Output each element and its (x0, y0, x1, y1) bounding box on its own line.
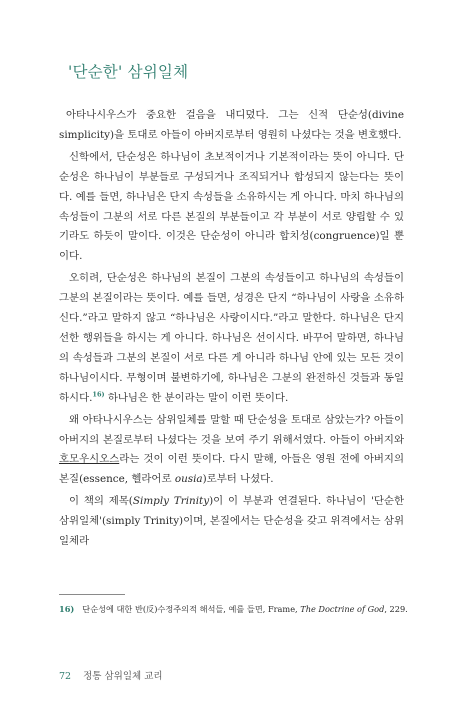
text-run: )로부터 나셨다. (202, 473, 274, 486)
footnote-number: 16) (59, 604, 75, 614)
text-run: 왜 아타나시우스는 삼위일체를 말할 때 단순성을 토대로 삼았는가? 아들이 아버지의 본질로부터 나셨다는 것을 보여 주기 위해서였다. 아들이 아버지와 (59, 413, 404, 446)
underlined-term: 호모우시오스 (59, 453, 120, 466)
italic-term: ousia (174, 473, 203, 486)
footnote-text: 단순성에 대한 반(反)수정주의적 해석들, 예를 들면, Frame, (82, 604, 301, 614)
paragraph (59, 269, 404, 408)
body-text (59, 106, 404, 552)
text-run: 오히려, 단순성은 하나님의 본질이 그분의 속성들이고 하나님의 속성들이 그분의 본질이라는 뜻이다. 예를 들면, 성경은 단지 “하나님이 사랑을 소유하신다.”라고 말하지 않고 “하나님은 사랑이시다.”라고 말한다. 하나님은 단지 선한 행위들을 하시는 게 아니다. 하나님은 선이시다. 바꾸어 말하면, 하나님의 속성들과 그분의 본질이 서로 다른 게 아니라 하나님 안에 있는 모든 것이 하나님이시다. 무형이며 불변하기에, 하나님은 그분의 완전하신 것들과 동일하시다. (59, 272, 404, 404)
page-footer (59, 668, 163, 682)
footnote-italic-title: The Doctrine of God (300, 604, 385, 614)
text-run: 하나님은 한 분이라는 말이 이런 뜻이다. (104, 391, 289, 404)
paragraph (59, 106, 404, 146)
paragraph (59, 148, 404, 267)
italic-term: Simply Trinity (132, 495, 210, 508)
text-run: 라는 것이 이런 뜻이다. 다시 말해, 아들은 영원 전에 아버지의 본질(essence, 헬라어로 (59, 453, 404, 486)
paragraph (59, 411, 404, 491)
text-run: 신학에서, 단순성은 하나님이 초보적이거나 기본적이라는 뜻이 아니다. 단순성은 하나님이 부분들로 구성되거나 조직되거나 합성되지 않는다는 뜻이다. 예를 들면, 하나님은 단지 속성들을 소유하시는 게 아니다. 마치 하나님의 속성들이 그분의 서로 다른 본질의 부분들이고 각 부분이 서로 양립할 수 있기라도 하듯이 말이다. 이것은 단순성이 아니라 합치성(congruence)일 뿐이다. (59, 150, 404, 263)
footnote-ref: 16) (92, 390, 105, 399)
running-title: 정통 삼위일체 교리 (83, 671, 163, 682)
footnote-tail: , 229. (384, 604, 408, 614)
paragraph (59, 492, 404, 552)
page-number: 72 (59, 671, 72, 682)
text-run: )이 이 부분과 연결된다. 하나님이 '단순한 삼위일체'(simply Trinity)이며, 본질에서는 단순성을 갖고 위격에서는 삼위일체라 (59, 495, 404, 548)
section-title: '단순한' 삼위일체 (68, 63, 189, 81)
footnote-divider (59, 594, 125, 595)
text-run: 이 책의 제목( (69, 495, 133, 508)
footnote (59, 603, 419, 615)
text-run: 아타나시우스가 중요한 걸음을 내디뎠다. 그는 신적 단순성(divine simplicity)을 토대로 아들이 아버지로부터 영원히 나셨다는 것을 변호했다. (59, 109, 404, 141)
